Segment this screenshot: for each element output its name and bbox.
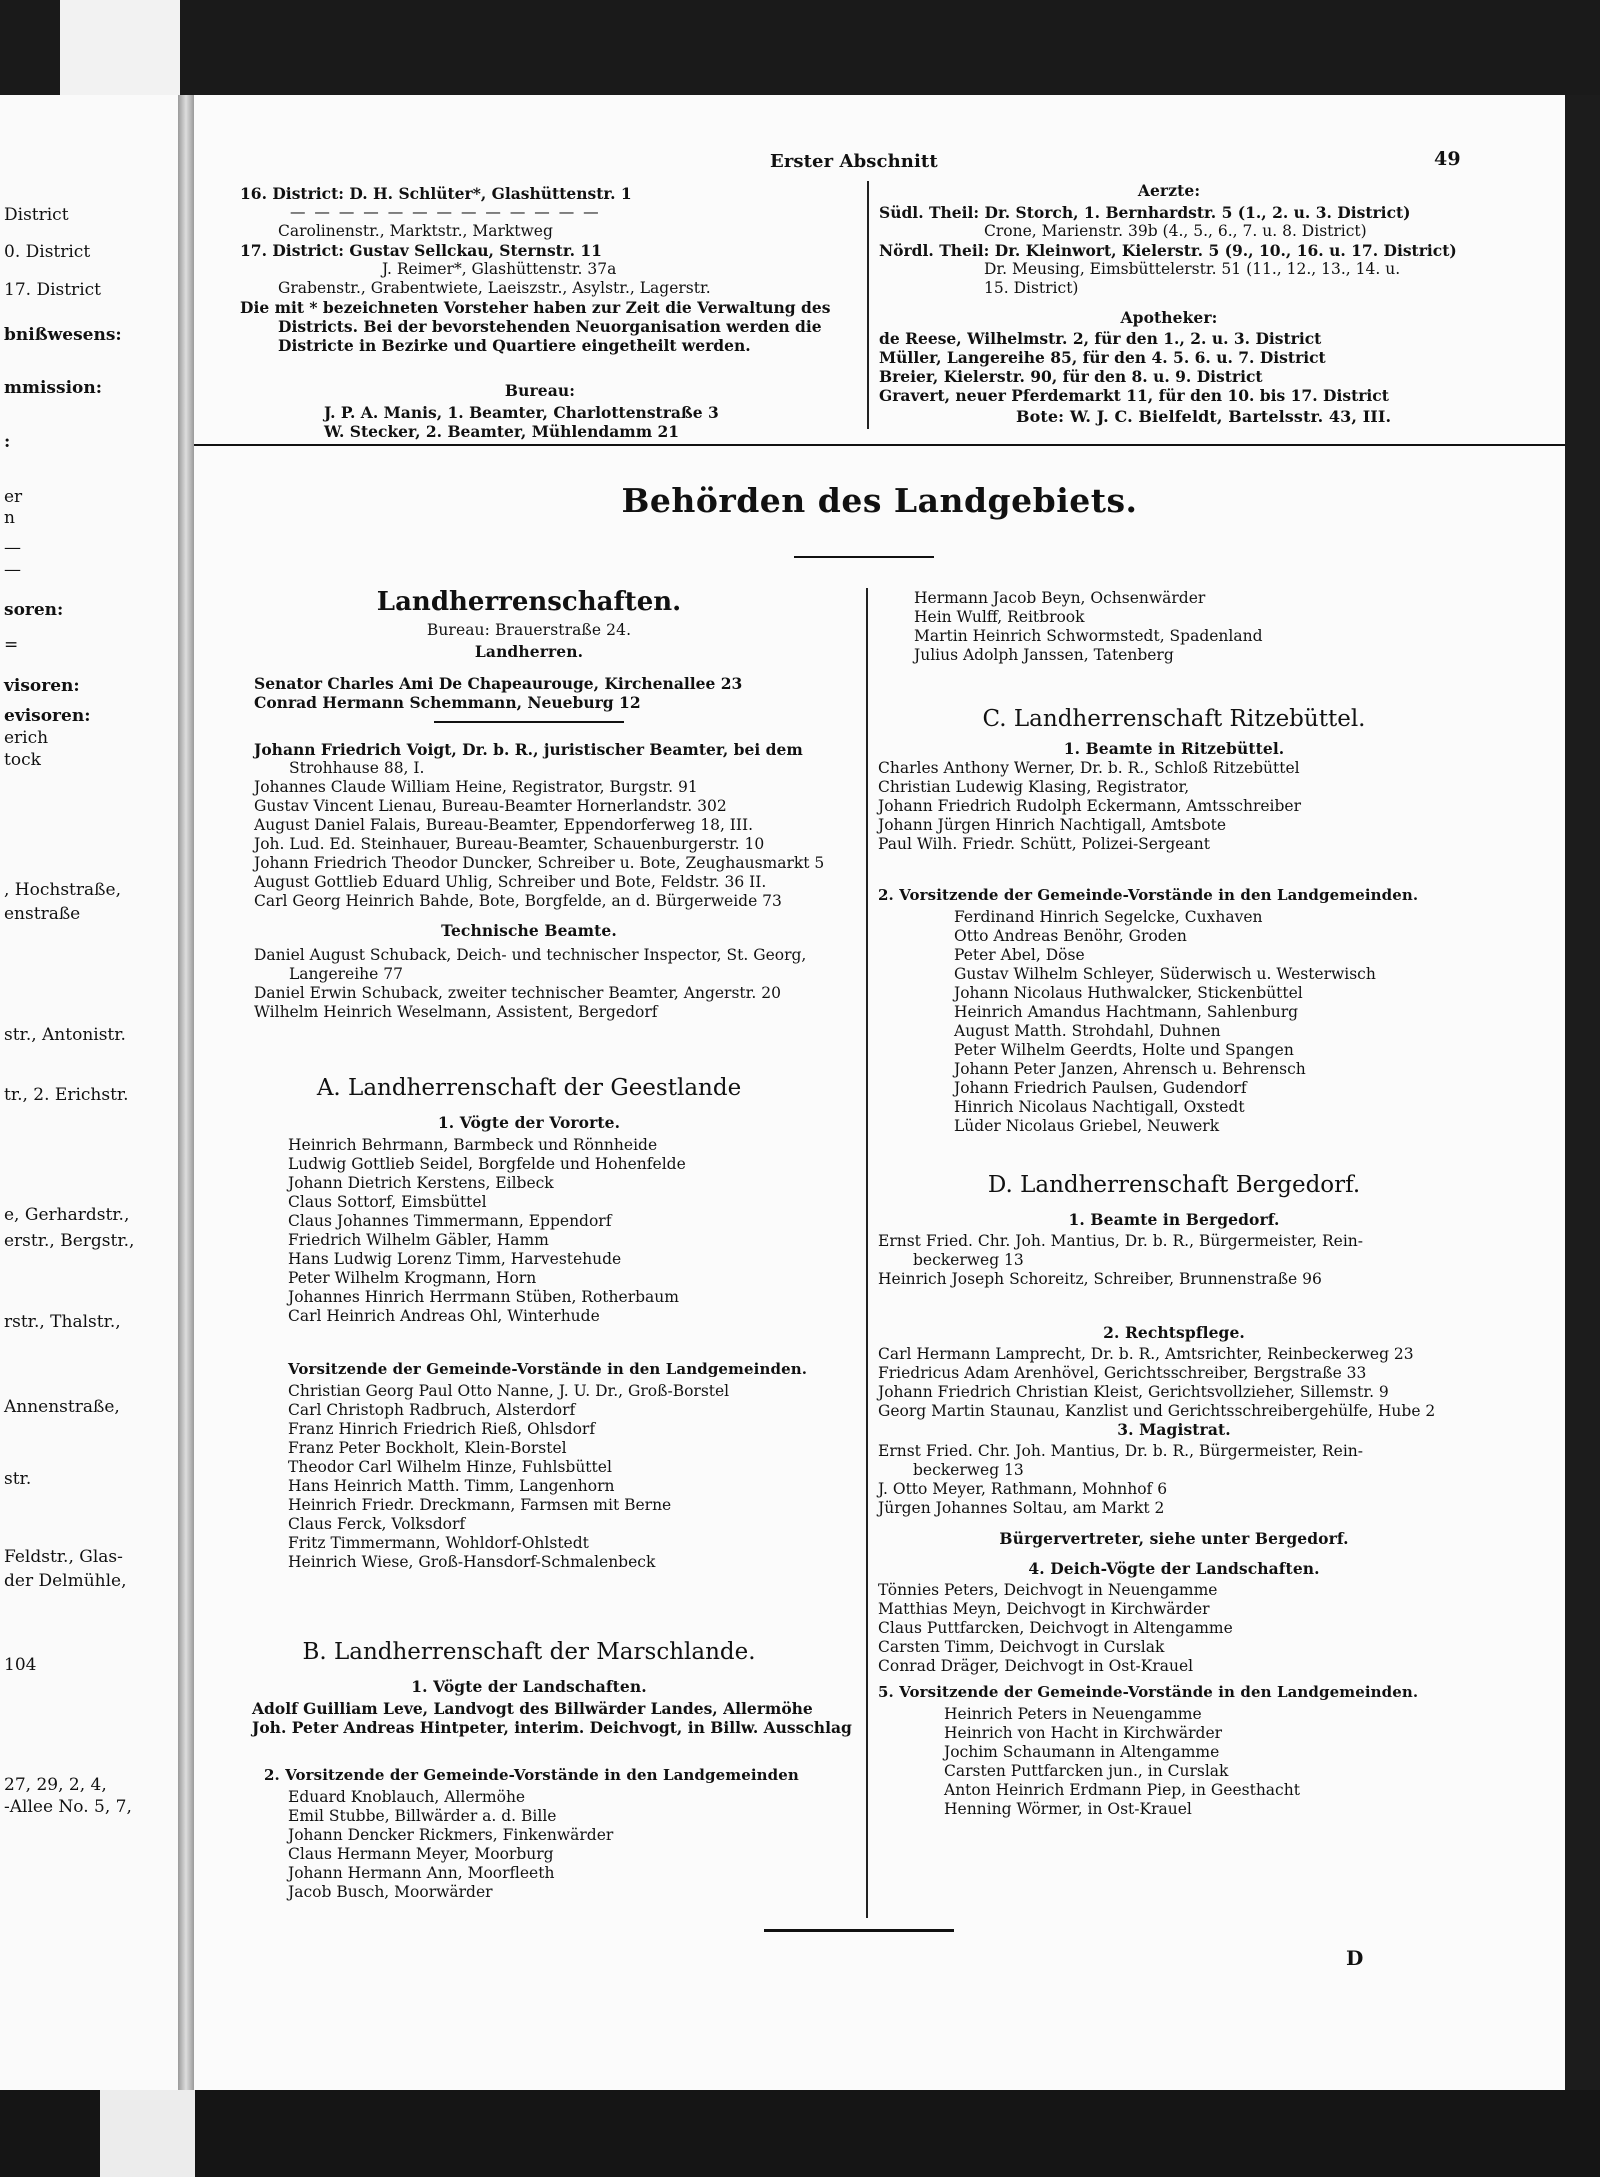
d1-entry: Ernst Fried. Chr. Joh. Mantius, Dr. b. R., Bürgermeister, Rein- [878,1232,1364,1250]
previous-page-line: mmission: [4,378,103,398]
beamte-entry: Carl Georg Heinrich Bahde, Bote, Borgfelde, an d. Bürgerweide 73 [254,892,782,910]
c1-entry: Johann Friedrich Rudolph Eckermann, Amtsschreiber [878,797,1301,815]
a2-entry: Theodor Carl Wilhelm Hinze, Fuhlsbüttel [288,1458,612,1476]
title-underline [794,556,934,558]
b1-heading: 1. Vögte der Landschaften. [411,1677,647,1696]
aerzte-entry: 15. District) [984,279,1079,297]
beamte-list [254,740,824,911]
d4-entry: Carsten Timm, Deichvogt in Curslak [878,1638,1165,1656]
c2-entry: Johann Peter Janzen, Ahrensch u. Behrensch [954,1060,1306,1078]
a2-entry: Claus Ferck, Volksdorf [288,1515,466,1533]
d5-entry: Anton Heinrich Erdmann Piep, in Geesthacht [944,1781,1300,1799]
previous-page-line: District [4,205,69,225]
b1-list [252,1699,852,1737]
previous-page-line: , Hochstraße, [4,880,121,900]
previous-page-line: erich [4,728,49,748]
signature-mark: D [1346,1946,1364,1970]
b1-entry: Adolf Guilliam Leve, Landvogt des Billwärder Landes, Allermöhe [252,1699,813,1718]
c2-list [954,908,1376,1136]
landherr-entry: Senator Charles Ami De Chapeaurouge, Kirchenallee 23 [254,674,743,693]
aerzte-list [879,203,1457,298]
a1-entry: Claus Johannes Timmermann, Eppendorf [288,1212,612,1230]
d2-entry: Georg Martin Staunau, Kanzlist und Gerichtsschreibergehülfe, Hube 2 [878,1402,1436,1420]
beamte-entry: Gustav Vincent Lienau, Bureau-Beamter Hornerlandstr. 302 [254,797,727,815]
previous-page-line: er [4,487,23,507]
d2-entry: Friedricus Adam Arenhövel, Gerichtsschreiber, Bergstraße 33 [878,1364,1367,1382]
c1-entry: Paul Wilh. Friedr. Schütt, Polizei-Sergeant [878,835,1210,853]
c2-heading: 2. Vorsitzende der Gemeinde-Vorstände in den Landgemeinden. [878,886,1419,904]
previous-page-fragment [0,95,178,2090]
b1-entry: Joh. Peter Andreas Hintpeter, interim. Deichvogt, in Billw. Ausschlag [252,1718,852,1737]
c1-entry: Christian Ludewig Klasing, Registrator, [878,778,1190,796]
b2-entry: Martin Heinrich Schwormstedt, Spadenland [914,627,1263,645]
page-number: 49 [1434,148,1461,170]
section-header: Erster Abschnitt [770,151,938,172]
beamte-entry: Strohhause 88, I. [289,759,425,777]
a1-heading: 1. Vögte der Vororte. [437,1113,621,1132]
previous-page-line: tock [4,750,41,770]
a1-entry: Claus Sottorf, Eimsbüttel [288,1193,487,1211]
district-17: 17. District: Gustav Sellckau, Sternstr. 11 [240,241,602,260]
landherren-heading: Landherren. [474,642,584,661]
previous-page-line: bnißwesens: [4,325,122,345]
b2-entry: Johann Dencker Rickmers, Finkenwärder [288,1826,614,1844]
d4-entry: Claus Puttfarcken, Deichvogt in Altengamme [878,1619,1233,1637]
note-line: Die mit * bezeichneten Vorsteher haben zur Zeit die Verwaltung des [240,298,831,317]
d4-entry: Tönnies Peters, Deichvogt in Neuengamme [878,1581,1218,1599]
previous-page-line: : [4,432,11,452]
a1-entry: Ludwig Gottlieb Seidel, Borgfelde und Hohenfelde [288,1155,686,1173]
d4-heading: 4. Deich-Vögte der Landschaften. [1028,1559,1320,1578]
scan-border-bottom [0,2090,1600,2177]
bote-line: Bote: W. J. C. Bielfeldt, Bartelsstr. 43, III. [1016,407,1392,426]
a2-entry: Fritz Timmermann, Wohldorf-Ohlstedt [288,1534,589,1552]
d5-heading: 5. Vorsitzende der Gemeinde-Vorstände in den Landgemeinden. [878,1683,1419,1701]
b2-entry: Hein Wulff, Reitbrook [914,608,1085,626]
previous-page-line: visoren: [4,676,80,696]
aerzte-heading: Aerzte: [1137,181,1201,200]
scan-border-right [1565,95,1600,2090]
previous-page-line: Annenstraße, [4,1397,120,1417]
b2-entry: Emil Stubbe, Billwärder a. d. Bille [288,1807,557,1825]
c2-entry: Gustav Wilhelm Schleyer, Süderwisch u. Westerwisch [954,965,1376,983]
previous-page-line: soren: [4,600,64,620]
divider-dashes: — — — — — — — — — — — — — [290,203,601,221]
b2-entry: Claus Hermann Meyer, Moorburg [288,1845,554,1863]
page [194,95,1565,2090]
c2-entry: Heinrich Amandus Hachtmann, Sahlenburg [954,1003,1299,1021]
d1-entry: beckerweg 13 [913,1251,1024,1269]
a2-entry: Franz Peter Bockholt, Klein-Borstel [288,1439,567,1457]
beamte-entry: Johann Friedrich Voigt, Dr. b. R., juristischer Beamter, bei dem [254,740,803,759]
aerzte-entry: Südl. Theil: Dr. Storch, 1. Bernhardstr. 5 (1., 2. u. 3. District) [879,203,1411,222]
b2-list [288,1788,613,1902]
b2-entry: Eduard Knoblauch, Allermöhe [288,1788,526,1806]
note-line: Districte in Bezirke und Quartiere eingetheilt werden. [278,336,751,355]
b2-entry: Johann Hermann Ann, Moorfleeth [288,1864,555,1882]
a1-entry: Johannes Hinrich Herrmann Stüben, Rotherbaum [288,1288,679,1306]
c2-entry: Otto Andreas Benöhr, Groden [954,927,1187,945]
landherr-entry: Conrad Hermann Schemmann, Neueburg 12 [254,693,641,712]
c1-list [878,759,1301,854]
a1-entry: Carl Heinrich Andreas Ohl, Winterhude [288,1307,600,1325]
aerzte-entry: Nördl. Theil: Dr. Kleinwort, Kielerstr. 5 (9., 10., 16. u. 17. District) [879,241,1457,260]
a2-entry: Hans Heinrich Matth. Timm, Langenhorn [288,1477,615,1495]
technische-entry: Daniel Erwin Schuback, zweiter technischer Beamter, Angerstr. 20 [254,984,781,1002]
a2-heading: Vorsitzende der Gemeinde-Vorstände in den Landgemeinden. [288,1360,808,1378]
top-column-divider [867,181,869,429]
d5-entry: Heinrich Peters in Neuengamme [944,1705,1202,1723]
apotheker-list [879,329,1389,405]
previous-page-line: der Delmühle, [4,1571,127,1591]
b2-entry: Hermann Jacob Beyn, Ochsenwärder [914,589,1206,607]
a2-list [288,1382,729,1572]
a1-entry: Johann Dietrich Kerstens, Eilbeck [288,1174,554,1192]
c1-entry: Charles Anthony Werner, Dr. b. R., Schloß Ritzebüttel [878,759,1300,777]
d4-entry: Conrad Dräger, Deichvogt in Ost-Krauel [878,1657,1194,1675]
previous-page-line: = [4,635,19,655]
d2-heading: 2. Rechtspflege. [1103,1323,1245,1342]
b2-entry: Jacob Busch, Moorwärder [288,1883,493,1901]
c2-entry: Lüder Nicolaus Griebel, Neuwerk [954,1117,1220,1135]
previous-page-line: — [4,538,21,558]
previous-page-line: evisoren: [4,706,91,726]
previous-page-line: 17. District [4,280,101,300]
book-binding [178,95,194,2090]
previous-page-line: 0. District [4,242,91,262]
section-rule [434,721,624,723]
previous-page-line: rstr., Thalstr., [4,1312,121,1332]
aerzte-entry: Dr. Meusing, Eimsbüttelerstr. 51 (11., 12., 13., 14. u. [984,260,1401,278]
d3-entry: J. Otto Meyer, Rathmann, Mohnhof 6 [878,1480,1168,1498]
previous-page-line: tr., 2. Erichstr. [4,1085,129,1105]
bureau-address: Bureau: Brauerstraße 24. [426,621,632,639]
main-title: Behörden des Landgebiets. [621,481,1138,520]
a2-entry: Carl Christoph Radbruch, Alsterdorf [288,1401,576,1419]
d2-entry: Johann Friedrich Christian Kleist, Gerichtsvollzieher, Sillemstr. 9 [878,1383,1389,1401]
b2-continued-list [914,589,1263,665]
bureau-entry: J. P. A. Manis, 1. Beamter, Charlottenstraße 3 [324,403,719,422]
c2-entry: August Matth. Strohdahl, Duhnen [954,1022,1221,1040]
district-17-second: J. Reimer*, Glashüttenstr. 37a [382,260,617,278]
previous-page-line: erstr., Bergstr., [4,1231,135,1251]
d3-entry: Ernst Fried. Chr. Joh. Mantius, Dr. b. R., Bürgermeister, Rein- [878,1442,1364,1460]
a1-list [288,1136,686,1326]
c2-entry: Ferdinand Hinrich Segelcke, Cuxhaven [954,908,1263,926]
d4-list [878,1581,1233,1676]
c1-heading: 1. Beamte in Ritzebüttel. [1063,739,1285,758]
previous-page-line: e, Gerhardstr., [4,1205,130,1225]
a2-entry: Heinrich Friedr. Dreckmann, Farmsen mit Berne [288,1496,672,1514]
section-b-title: B. Landherrenschaft der Marschlande. [302,1639,756,1665]
previous-page-line: Feldstr., Glas- [4,1547,123,1567]
scan-border-light [100,2090,195,2177]
a1-entry: Peter Wilhelm Krogmann, Horn [288,1269,537,1287]
previous-page-line: 104 [4,1655,37,1675]
d5-entry: Heinrich von Hacht in Kirchwärder [944,1724,1223,1742]
apotheker-heading: Apotheker: [1120,308,1218,327]
previous-page-line: -Allee No. 5, 7, [4,1797,132,1817]
technische-entry: Wilhelm Heinrich Weselmann, Assistent, Bergedorf [254,1003,658,1021]
technische-entry: Langereihe 77 [289,965,403,983]
buergervertreter-note: Bürgervertreter, siehe unter Bergedorf. [999,1529,1349,1548]
b2-heading: 2. Vorsitzende der Gemeinde-Vorstände in den Landgemeinden [264,1766,799,1784]
b2-entry: Julius Adolph Janssen, Tatenberg [914,646,1174,664]
apotheker-entry: Breier, Kielerstr. 90, für den 8. u. 9. District [879,367,1263,386]
district-17-streets: Grabenstr., Grabentwiete, Laeiszstr., Asylstr., Lagerstr. [278,279,711,297]
district-streets: Carolinenstr., Marktstr., Marktweg [278,222,553,240]
a2-entry: Franz Hinrich Friedrich Rieß, Ohlsdorf [288,1420,596,1438]
aerzte-entry: Crone, Marienstr. 39b (4., 5., 6., 7. u. 8. District) [984,222,1367,240]
d2-list [878,1345,1435,1421]
beamte-entry: August Daniel Falais, Bureau-Beamter, Eppendorferweg 18, III. [254,816,754,834]
apotheker-entry: de Reese, Wilhelmstr. 2, für den 1., 2. u. 3. District [879,329,1322,348]
d3-list [878,1442,1363,1518]
technische-entry: Daniel August Schuback, Deich- und technischer Inspector, St. Georg, [254,946,807,964]
a1-entry: Hans Ludwig Lorenz Timm, Harvestehude [288,1250,622,1268]
scan-border-tab [60,0,180,95]
top-section-rule [194,444,1565,446]
d1-entry: Heinrich Joseph Schoreitz, Schreiber, Brunnenstraße 96 [878,1270,1322,1288]
technische-heading: Technische Beamte. [441,921,617,940]
beamte-entry: Joh. Lud. Ed. Steinhauer, Bureau-Beamter, Schauenburgerstr. 10 [254,835,765,853]
previous-page-line: str., Antonistr. [4,1025,126,1045]
scan-border-top [0,0,1600,95]
c2-entry: Peter Abel, Döse [954,946,1085,964]
section-a-title: A. Landherrenschaft der Geestlande [316,1075,742,1101]
bureau-heading: Bureau: [504,381,576,400]
previous-page-line: 27, 29, 2, 4, [4,1775,107,1795]
d3-heading: 3. Magistrat. [1117,1420,1231,1439]
previous-page-line: — [4,560,21,580]
a1-entry: Heinrich Behrmann, Barmbeck und Rönnheide [288,1136,658,1154]
previous-page-line: enstraße [4,904,81,924]
c1-entry: Johann Jürgen Hinrich Nachtigall, Amtsbote [878,816,1227,834]
c2-entry: Johann Friedrich Paulsen, Gudendorf [954,1079,1247,1097]
d3-entry: Jürgen Johannes Soltau, am Markt 2 [878,1499,1165,1517]
d5-entry: Jochim Schaumann in Altengamme [944,1743,1220,1761]
a2-entry: Christian Georg Paul Otto Nanne, J. U. Dr., Groß-Borstel [288,1382,730,1400]
a2-entry: Heinrich Wiese, Groß-Hansdorf-Schmalenbeck [288,1553,656,1571]
technische-list [254,946,806,1022]
top-left-block [240,184,840,355]
a1-entry: Friedrich Wilhelm Gäbler, Hamm [288,1231,549,1249]
beamte-entry: Johannes Claude William Heine, Registrator, Burgstr. 91 [254,778,698,796]
beamte-entry: Johann Friedrich Theodor Duncker, Schreiber u. Bote, Zeughausmarkt 5 [254,854,825,872]
note-line: Districts. Bei der bevorstehenden Neuorganisation werden die [278,317,822,336]
column-divider [866,588,868,1918]
landherrenschaften-title: Landherrenschaften. [376,587,682,617]
c2-entry: Hinrich Nicolaus Nachtigall, Oxstedt [954,1098,1245,1116]
district-16: 16. District: D. H. Schlüter*, Glashüttenstr. 1 [240,184,632,203]
section-c-title: C. Landherrenschaft Ritzebüttel. [982,706,1366,732]
end-rule [764,1929,954,1932]
landherren-list [254,674,742,712]
d4-entry: Matthias Meyn, Deichvogt in Kirchwärder [878,1600,1210,1618]
bureau-list [324,403,719,441]
c2-entry: Peter Wilhelm Geerdts, Holte und Spangen [954,1041,1294,1059]
d1-heading: 1. Beamte in Bergedorf. [1068,1210,1280,1229]
d2-entry: Carl Hermann Lamprecht, Dr. b. R., Amtsrichter, Reinbeckerweg 23 [878,1345,1414,1363]
bureau-entry: W. Stecker, 2. Beamter, Mühlendamm 21 [324,422,680,441]
section-d-title: D. Landherrenschaft Bergedorf. [987,1172,1361,1198]
previous-page-line: str. [4,1469,32,1489]
d5-entry: Carsten Puttfarcken jun., in Curslak [944,1762,1229,1780]
previous-page-line: n [4,508,15,528]
beamte-entry: August Gottlieb Eduard Uhlig, Schreiber und Bote, Feldstr. 36 II. [254,873,767,891]
d1-list [878,1232,1363,1289]
d5-list [944,1705,1300,1819]
d5-entry: Henning Wörmer, in Ost-Krauel [944,1800,1192,1818]
apotheker-entry: Gravert, neuer Pferdemarkt 11, für den 10. bis 17. District [879,386,1389,405]
d3-entry: beckerweg 13 [913,1461,1024,1479]
c2-entry: Johann Nicolaus Huthwalcker, Stickenbüttel [954,984,1303,1002]
apotheker-entry: Müller, Langereihe 85, für den 4. 5. 6. u. 7. District [879,348,1326,367]
